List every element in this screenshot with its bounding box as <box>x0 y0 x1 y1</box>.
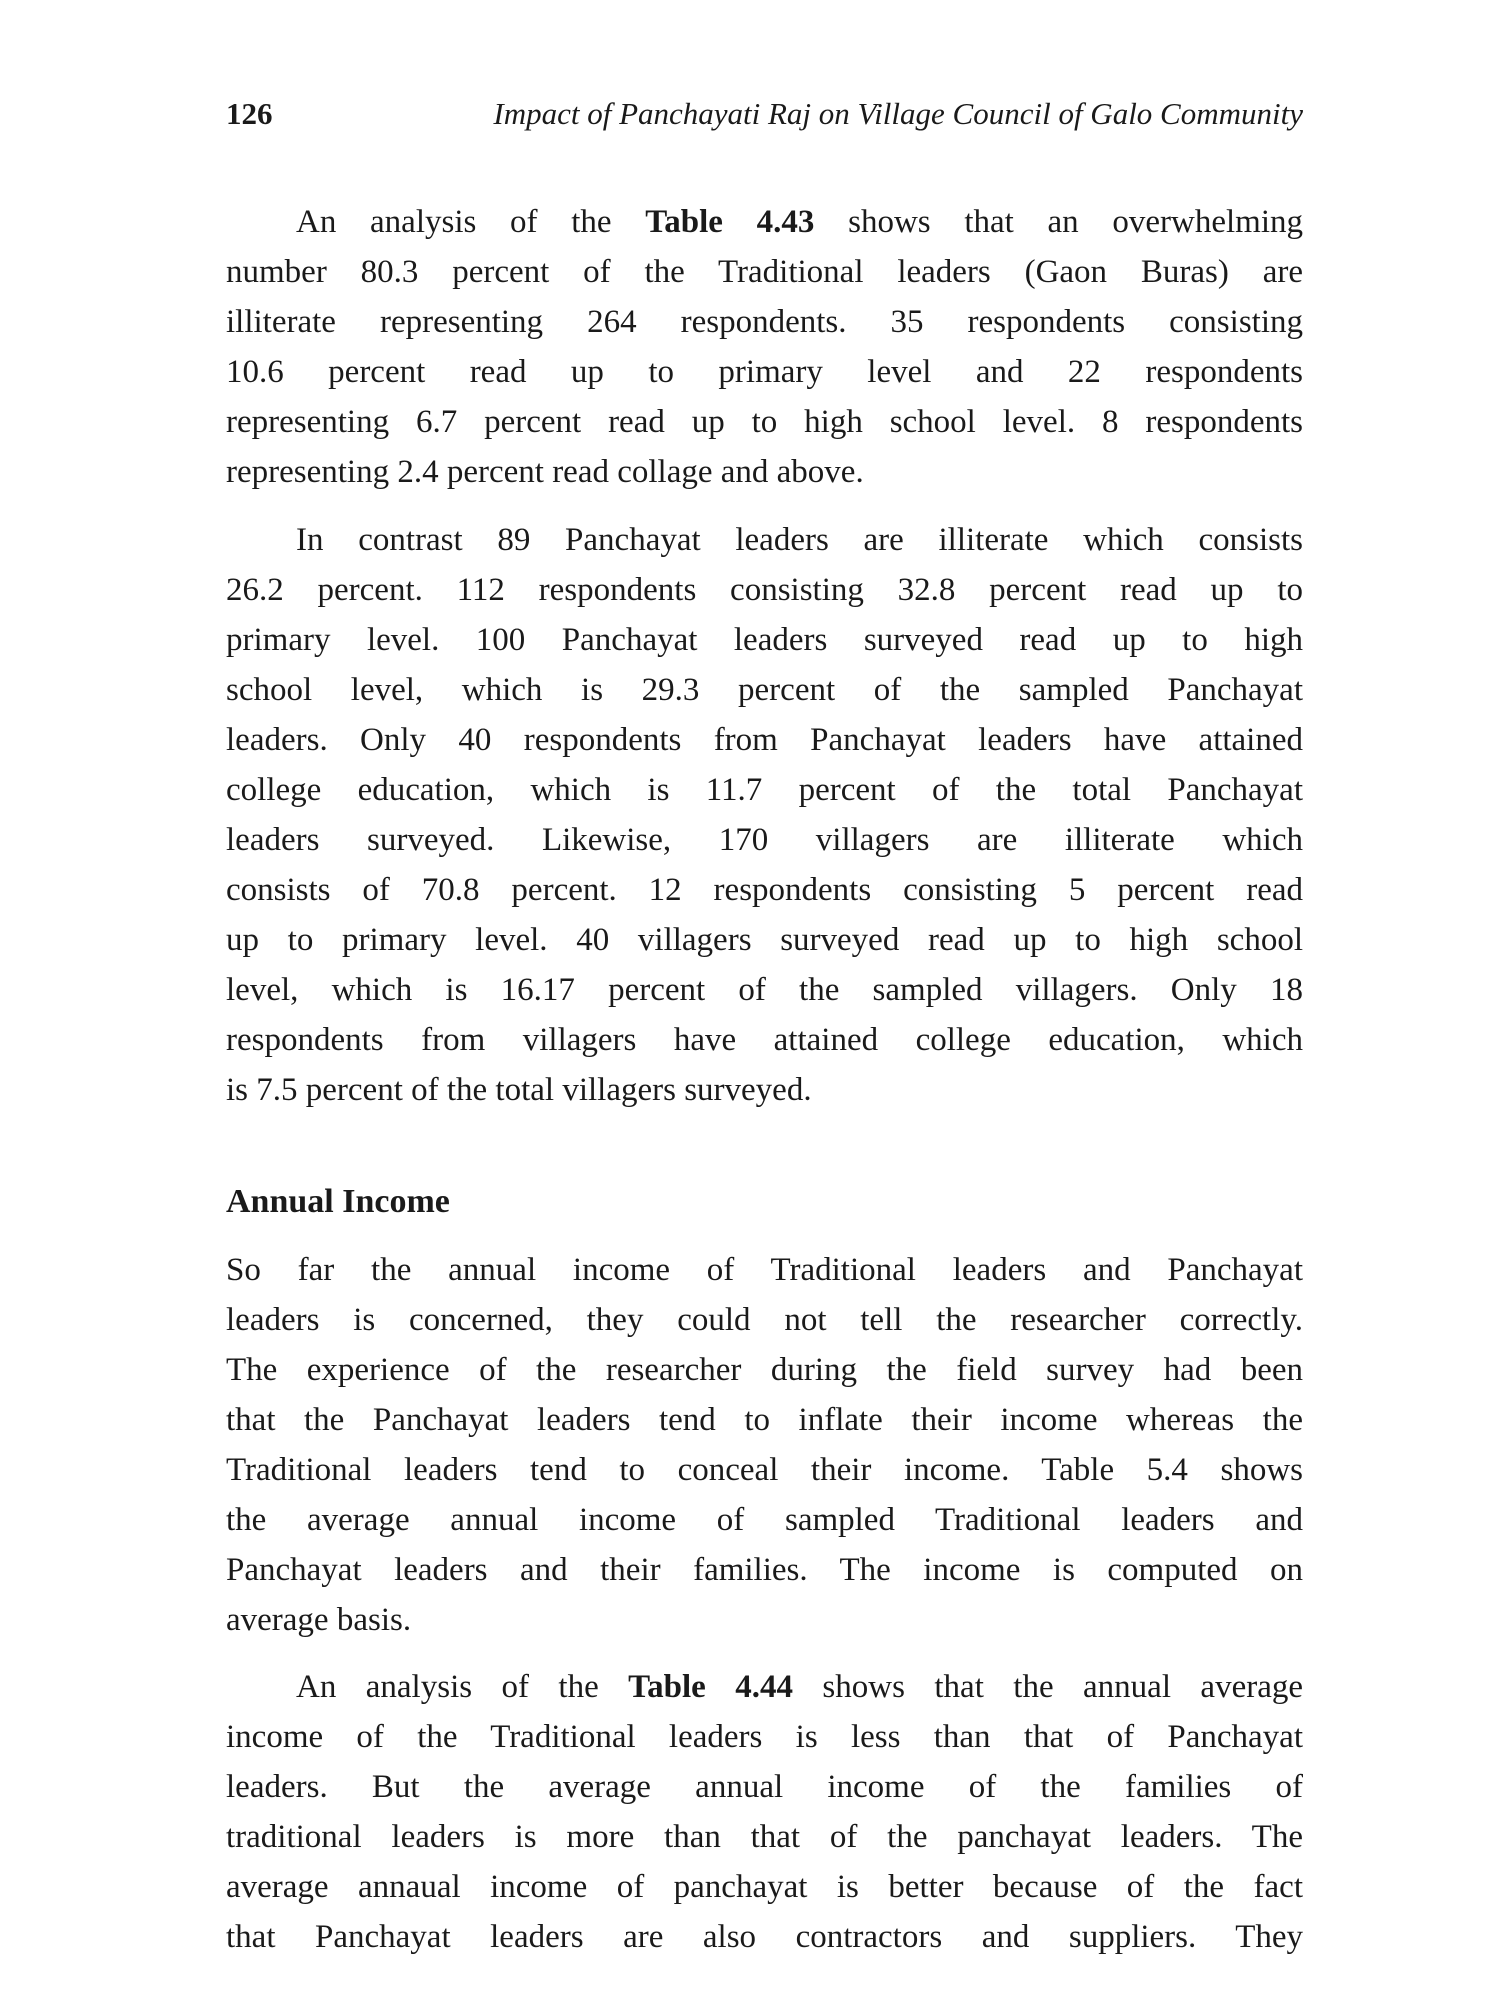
paragraph-education-panchayat <box>226 515 1303 1115</box>
section-heading: Annual Income <box>226 1183 450 1220</box>
page-number: 126 <box>226 96 273 131</box>
text-line: leaders. Only 40 respondents from Panchayat leaders have attained <box>226 722 1303 758</box>
text-line: college education, which is 11.7 percent of the total Panchayat <box>226 772 1303 808</box>
text-line: leaders is concerned, they could not tell the researcher correctly. <box>226 1302 1303 1338</box>
text-line: representing 6.7 percent read up to high school level. 8 respondents <box>226 404 1303 440</box>
running-header <box>226 92 1303 136</box>
text-line: income of the Traditional leaders is less than that of Panchayat <box>226 1719 1303 1755</box>
text-line: So far the annual income of Traditional leaders and Panchayat <box>226 1252 1303 1288</box>
text-line: that the Panchayat leaders tend to inflate their income whereas the <box>226 1402 1303 1438</box>
text-line: Traditional leaders tend to conceal their income. Table 5.4 shows <box>226 1452 1303 1488</box>
text-line: An analysis of the Table 4.43 shows that an overwhelming <box>296 204 1303 240</box>
text-line: 10.6 percent read up to primary level and 22 respondents <box>226 354 1303 390</box>
text-line: respondents from villagers have attained college education, which <box>226 1022 1303 1058</box>
text-line: The experience of the researcher during the field survey had been <box>226 1352 1303 1388</box>
running-title: Impact of Panchayati Raj on Village Council of Galo Community <box>493 96 1303 131</box>
text-line: up to primary level. 40 villagers surveyed read up to high school <box>226 922 1303 958</box>
text-line: primary level. 100 Panchayat leaders surveyed read up to high <box>226 622 1303 658</box>
text-line: leaders. But the average annual income of the families of <box>226 1769 1303 1805</box>
text-line: average annaual income of panchayat is better because of the fact <box>226 1869 1303 1905</box>
paragraph-annual-income <box>226 1245 1303 1645</box>
text-line: the average annual income of sampled Traditional leaders and <box>226 1502 1303 1538</box>
text-line: consists of 70.8 percent. 12 respondents consisting 5 percent read <box>226 872 1303 908</box>
text-line: average basis. <box>226 1602 412 1638</box>
text-line: school level, which is 29.3 percent of the sampled Panchayat <box>226 672 1303 708</box>
text-line: illiterate representing 264 respondents. 35 respondents consisting <box>226 304 1303 340</box>
table-reference: Table 4.43 <box>645 204 815 240</box>
text-line: number 80.3 percent of the Traditional leaders (Gaon Buras) are <box>226 254 1303 290</box>
text-line: In contrast 89 Panchayat leaders are illiterate which consists <box>296 522 1303 558</box>
table-reference: Table 4.44 <box>628 1669 793 1705</box>
text-line: 26.2 percent. 112 respondents consisting 32.8 percent read up to <box>226 572 1303 608</box>
text-line: is 7.5 percent of the total villagers surveyed. <box>226 1072 812 1108</box>
text-line: Panchayat leaders and their families. The income is computed on <box>226 1552 1303 1588</box>
paragraph-table-analysis <box>226 1662 1303 1962</box>
text-line: An analysis of the Table 4.44 shows that the annual average <box>296 1669 1303 1705</box>
text-line: representing 2.4 percent read collage and above. <box>226 454 864 490</box>
text-line: traditional leaders is more than that of the panchayat leaders. The <box>226 1819 1303 1855</box>
paragraph-education-traditional <box>226 197 1303 497</box>
text-line: leaders surveyed. Likewise, 170 villagers are illiterate which <box>226 822 1303 858</box>
text-line: that Panchayat leaders are also contractors and suppliers. They <box>226 1919 1303 1955</box>
text-line: level, which is 16.17 percent of the sampled villagers. Only 18 <box>226 972 1303 1008</box>
